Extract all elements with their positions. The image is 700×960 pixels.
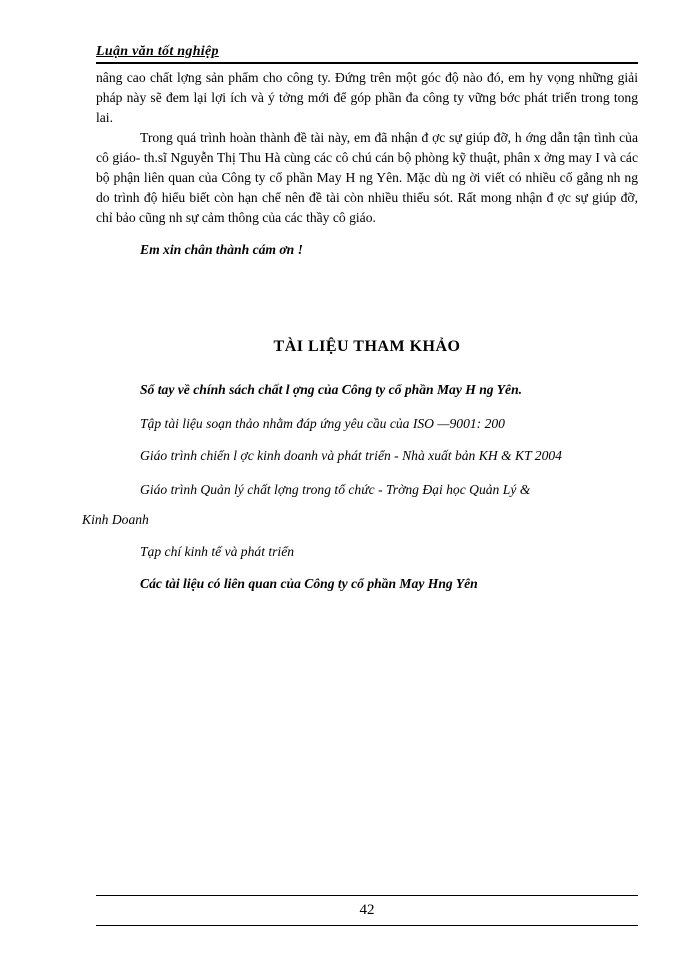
thanks-line: Em xin chân thành cám ơn !	[140, 242, 303, 257]
reference-item: Các tài liệu có liên quan của Công ty cổ phần May Hng Yên	[140, 576, 478, 591]
page-header	[96, 44, 638, 60]
reference-item: Tập tài liệu soạn thảo nhằm đáp ứng yêu cầu của ISO —9001: 200	[140, 416, 505, 431]
references-title: TÀI LIỆU THAM KHẢO	[273, 338, 461, 355]
footer-rule-top	[96, 895, 638, 896]
body-text	[96, 68, 638, 260]
header-rule	[96, 62, 638, 64]
reference-item: Giáo trình Quản lý chất lợng trong tổ chức - Trờng Đại học Quản Lý &	[140, 482, 531, 497]
reference-item-continuation: Kinh Doanh	[82, 512, 149, 527]
reference-item: Giáo trình chiến l ợc kinh doanh và phát triển - Nhà xuất bản KH & KT 2004	[140, 448, 562, 463]
footer-rule-bottom	[96, 925, 638, 926]
reference-item: Sổ tay về chính sách chất l ợng của Công ty cổ phần May H ng Yên.	[140, 382, 523, 397]
paragraph-acknowledgement: Trong quá trình hoàn thành đề tài này, em đã nhận đ ợc sự giúp đỡ, h ớng dẫn tận tình của cô giáo- th.sĩ Nguyễn Thị Thu Hà cùng các cô chú cán bộ phòng kỹ thuật, phân x ởng may I và các bộ phận liên quan của Công ty cổ phần May H ng Yên. Mặc dù ng ời viết có nhiều cố gắng nh ng do trình độ hiểu biết còn hạn chế nên đề tài còn nhiều thiếu sót. Rất mong nhận đ ợc sự giúp đỡ, chỉ bảo cũng nh sự cảm thông của các thầy cô giáo.	[96, 130, 638, 225]
header-title: Luận văn tốt nghiệp	[96, 44, 219, 59]
paragraph-conclusion: nâng cao chất lợng sản phẩm cho công ty. Đứng trên một góc độ nào đó, em hy vọng những giải pháp này sẽ đem lại lợi ích và ý tởng mới để góp phần đa công ty vững bớc phát triển trong tong lai.	[96, 70, 638, 125]
reference-item: Tạp chí kinh tế và phát triển	[140, 544, 295, 559]
page-number: 42	[359, 902, 375, 918]
